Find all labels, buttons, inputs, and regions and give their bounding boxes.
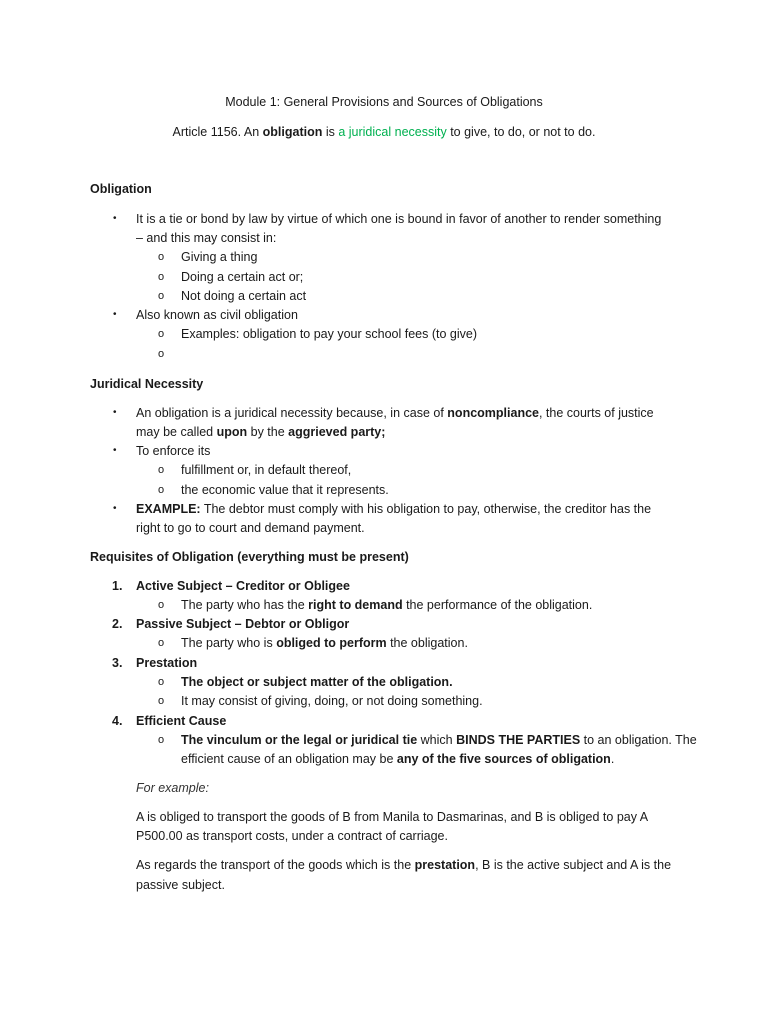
text-run-bold: EXAMPLE: — [136, 502, 201, 516]
obligation-example: Examples: obligation to pay your school fees (to give) — [181, 327, 477, 341]
text-run: to an obligation. The — [580, 733, 697, 747]
for-example-label: For example: — [136, 781, 209, 795]
list-number: 4. — [112, 714, 123, 728]
requisite-detail: The object or subject matter of the obligation. — [181, 675, 453, 689]
bullet-marker: • — [113, 445, 117, 456]
juridical-sub-item: fulfillment or, in default thereof, — [181, 463, 352, 477]
article-prefix: Article 1156. An — [172, 125, 263, 139]
juridical-bullet-1-line-1 — [136, 404, 654, 422]
example-paragraph-2-line-2: passive subject. — [136, 878, 225, 892]
sub-bullet-marker: o — [158, 734, 165, 746]
text-run-bold: The vinculum or the legal or juridical tie — [181, 733, 418, 747]
example-paragraph-2-line-1 — [136, 856, 671, 874]
text-run-bold: right to demand — [308, 598, 403, 612]
sub-bullet-marker: o — [158, 271, 165, 283]
requisite-detail — [181, 750, 614, 768]
text-run-bold: upon — [216, 425, 248, 439]
module-title: Module 1: General Provisions and Sources of Obligations — [225, 95, 543, 109]
sub-bullet-marker: o — [158, 695, 165, 707]
article-highlight: a juridical necessity — [338, 125, 447, 139]
juridical-bullet-1-line-2 — [136, 423, 385, 441]
juridical-sub-item: the economic value that it represents. — [181, 483, 389, 497]
text-run: may be called — [136, 425, 217, 439]
text-run-bold: aggrieved party; — [288, 425, 386, 439]
sub-bullet-marker: o — [158, 251, 165, 263]
obligation-bullet-1-line-1: It is a tie or bond by law by virtue of which one is bound in favor of another to render something — [136, 212, 662, 226]
bullet-marker: • — [113, 407, 117, 418]
text-run-bold: noncompliance — [447, 406, 539, 420]
text-run: , B is the active subject and A is the — [475, 858, 672, 872]
text-run: As regards the transport of the goods which is the — [136, 858, 415, 872]
bullet-marker: • — [113, 503, 117, 514]
juridical-bullet-3-line-1 — [136, 500, 651, 518]
heading-juridical-necessity: Juridical Necessity — [90, 377, 204, 391]
requisite-detail — [181, 634, 468, 652]
list-number: 2. — [112, 617, 123, 631]
text-run: which — [417, 733, 457, 747]
article-is: is — [322, 125, 339, 139]
sub-bullet-marker: o — [158, 676, 165, 688]
text-run: The party who has the — [181, 598, 309, 612]
text-run: efficient cause of an obligation may be — [181, 752, 397, 766]
requisite-detail — [181, 731, 697, 749]
juridical-bullet-3-line-2: right to go to court and demand payment. — [136, 521, 365, 535]
text-run-bold: any of the five sources of obligation — [396, 752, 611, 766]
text-run: the obligation. — [386, 636, 468, 650]
requisite-label: Efficient Cause — [136, 714, 227, 728]
text-run: by the — [247, 425, 289, 439]
sub-bullet-marker: o — [158, 599, 165, 611]
text-run-bold: obliged to perform — [276, 636, 387, 650]
requisite-label: Passive Subject – Debtor or Obligor — [136, 617, 350, 631]
text-run-bold: prestation — [414, 858, 476, 872]
sub-bullet-marker: o — [158, 484, 165, 496]
example-paragraph-1-line-1: A is obliged to transport the goods of B from Manila to Dasmarinas, and B is obliged to pay A — [136, 810, 649, 824]
article-1156 — [0, 123, 768, 141]
obligation-bullet-1-line-2: – and this may consist in: — [136, 231, 277, 245]
text-run: , the courts of justice — [538, 406, 654, 420]
obligation-sub-item: Giving a thing — [181, 250, 258, 264]
juridical-bullet-2: To enforce its — [136, 444, 211, 458]
requisite-label: Active Subject – Creditor or Obligee — [136, 579, 350, 593]
sub-bullet-marker: o — [158, 348, 165, 360]
requisite-detail: It may consist of giving, doing, or not doing something. — [181, 694, 483, 708]
obligation-sub-item: Doing a certain act or; — [181, 270, 304, 284]
obligation-bullet-2: Also known as civil obligation — [136, 308, 298, 322]
sub-bullet-marker: o — [158, 637, 165, 649]
sub-bullet-marker: o — [158, 464, 165, 476]
text-run: An obligation is a juridical necessity because, in case of — [136, 406, 448, 420]
example-paragraph-1-line-2: P500.00 as transport costs, under a contract of carriage. — [136, 829, 448, 843]
heading-requisites: Requisites of Obligation (everything must be present) — [90, 550, 409, 564]
bullet-marker: • — [113, 213, 117, 224]
list-number: 1. — [112, 579, 123, 593]
list-number: 3. — [112, 656, 123, 670]
article-obligation-word: obligation — [262, 125, 323, 139]
text-run: . — [610, 752, 615, 766]
text-run: the performance of the obligation. — [402, 598, 593, 612]
article-suffix: to give, to do, or not to do. — [446, 125, 596, 139]
sub-bullet-marker: o — [158, 290, 165, 302]
requisite-label: Prestation — [136, 656, 198, 670]
text-run: The party who is — [181, 636, 277, 650]
sub-bullet-marker: o — [158, 328, 165, 340]
obligation-sub-item: Not doing a certain act — [181, 289, 307, 303]
text-run-bold: BINDS THE PARTIES — [456, 733, 581, 747]
text-run: The debtor must comply with his obligation to pay, otherwise, the creditor has the — [200, 502, 652, 516]
requisite-detail — [181, 596, 592, 614]
bullet-marker: • — [113, 309, 117, 320]
heading-obligation: Obligation — [90, 182, 152, 196]
